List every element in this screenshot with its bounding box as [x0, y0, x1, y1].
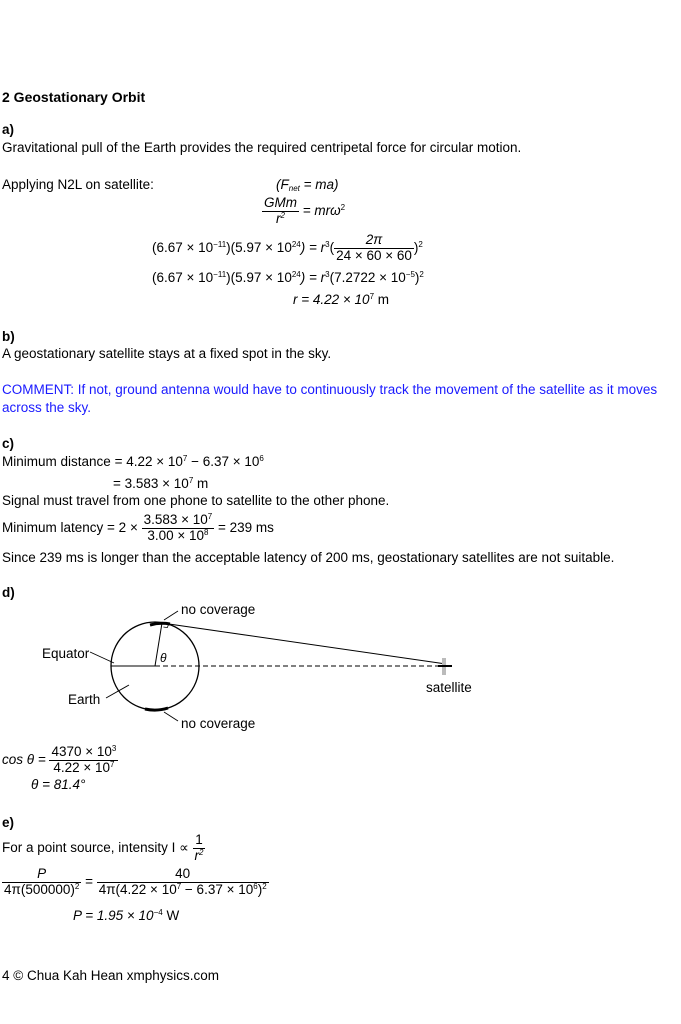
tangent-line — [162, 623, 446, 664]
no-coverage-arc-top — [150, 623, 170, 625]
power-result: $P = 1.95 \times 10^{-4}$ W — [73, 908, 180, 923]
no-coverage-arc-bottom — [145, 708, 168, 710]
no-coverage-label-top: no coverage — [181, 602, 256, 617]
equation-substitute: $(6.67 \times 10^{-11})(5.97 \times 10^{24}) = r^3$( $\frac{2\pi}{24 \times 60 \times 60}$ )$^2$ — [152, 232, 423, 263]
equation-omega: $(6.67 \times 10^{-11})(5.97 \times 10^{24}) = r^3(7.2722 \times 10^{-5})^2$ — [152, 270, 424, 285]
minimum-latency-line: Minimum latency = 2 × $\frac{3.583 \times 10^7}{3.00 \times 10^8}$ = 239 ms — [2, 512, 274, 543]
leader-bottom — [164, 712, 178, 721]
part-a-applying: Applying N2L on satellite: — [2, 177, 154, 192]
part-b-heading: b) — [2, 329, 15, 344]
part-d-heading: d) — [2, 585, 15, 600]
part-c-heading: c) — [2, 436, 15, 451]
minimum-distance-result: = $3.583 \times 10^7$ m — [113, 476, 209, 491]
coverage-diagram — [0, 598, 681, 738]
minimum-distance-line: Minimum distance = $4.22 \times 10^7 - 6.37 \times 10^6$ — [2, 454, 264, 469]
part-e-heading: e) — [2, 815, 15, 830]
equation-gravity: $\frac{\text{GMm}}{r^2}$ = mrω$^2$ — [264, 195, 346, 226]
page-footer: 4 © Chua Kah Hean xmphysics.com — [2, 968, 220, 983]
part-b-text: A geostationary satellite stays at a fixed spot in the sky. — [2, 346, 332, 361]
theta-label: θ — [160, 651, 167, 665]
intensity-equation: $\frac{P}{4\pi(500000)^2}$ = $\frac{40}{4\pi(4.22 \times 10^7 - 6.37 \times 10^6)^2}$ — [4, 866, 267, 897]
conclusion-text: Since 239 ms is longer than the acceptable latency of 200 ms, geostationary satellites are not suitable. — [2, 550, 615, 565]
theta-result: θ = 81.4° — [31, 777, 86, 792]
part-a-intro: Gravitational pull of the Earth provides the required centripetal force for circular motion. — [2, 140, 522, 155]
signal-text: Signal must travel from one phone to satellite to the other phone. — [2, 493, 390, 508]
section-title: 2 Geostationary Orbit — [2, 89, 146, 105]
satellite-label: satellite — [426, 680, 472, 695]
point-source-line: For a point source, intensity I ∝ $\frac{1}{r^2}$ — [2, 832, 204, 863]
equation-radius-result: $r = 4.22 \times 10^7$ m — [293, 292, 390, 307]
equation-n2l: $(F_{net} = ma)$ — [276, 177, 339, 193]
cos-theta-equation: cos θ = $\frac{4370 \times 10^3}{4.22 \times 10^7}$ — [2, 744, 117, 775]
part-b-comment: COMMENT: If not, ground antenna would have to continuously track the movement of the satellite as it moves across the sky. — [2, 382, 658, 415]
part-a-heading: a) — [2, 122, 15, 137]
earth-label: Earth — [68, 692, 101, 707]
no-coverage-label-bottom: no coverage — [181, 716, 256, 731]
leader-equator — [90, 652, 114, 663]
leader-earth — [106, 685, 129, 698]
equator-label: Equator — [42, 646, 90, 661]
leader-top — [164, 611, 178, 620]
